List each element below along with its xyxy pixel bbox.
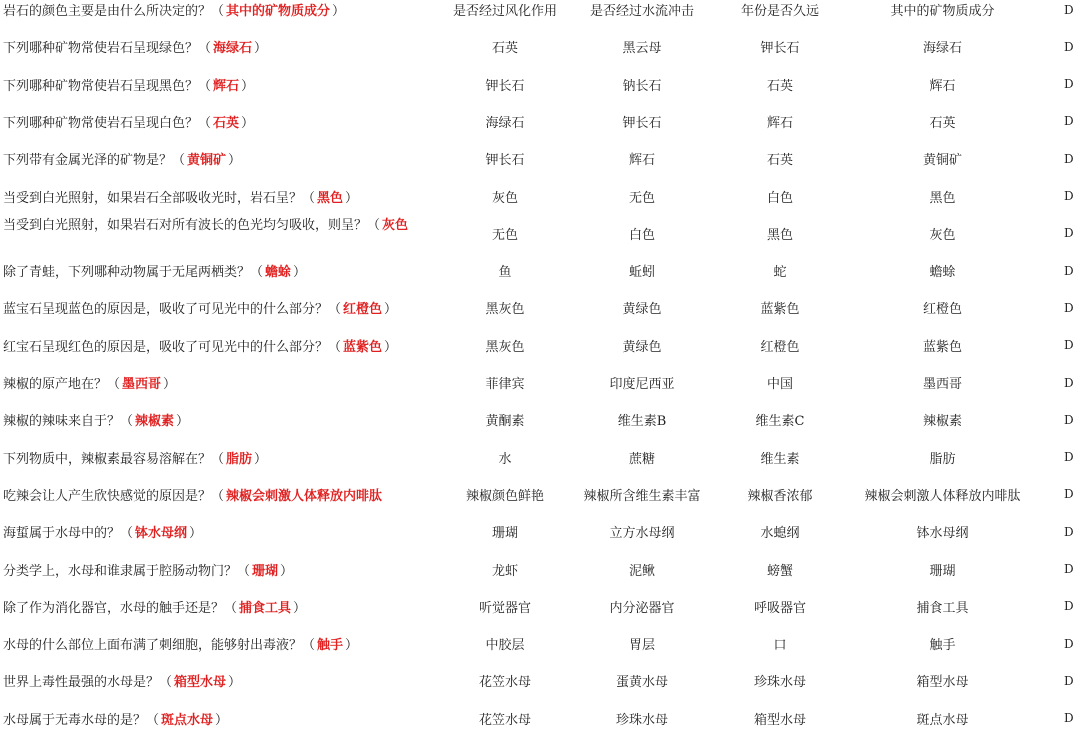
answer-key-cell: D [1064, 375, 1074, 390]
question-text: 当受到白光照射，如果岩石对所有波长的色光均匀吸收，则呈？（ [3, 217, 381, 233]
question-close: ） [345, 190, 359, 206]
option-a-cell: 灰色 [491, 190, 518, 206]
answer-key-cell: D [1064, 39, 1074, 54]
question-text: 下列带有金属光泽的矿物是？（ [3, 153, 186, 169]
option-a-cell: 石英 [491, 41, 518, 57]
option-d-cell: 黑色 [929, 190, 956, 206]
question-text: 辣椒的辣味来自于？（ [3, 414, 134, 430]
answer-key-cell: D [1064, 114, 1074, 129]
answer-highlight: 捕食工具 [239, 600, 292, 616]
question-text: 红宝石呈现红色的原因是，吸收了可见光中的什么部分？（ [3, 339, 342, 355]
option-d-cell: 箱型水母 [916, 675, 969, 691]
option-a-cell: 是否经过风化作用 [452, 4, 557, 19]
table-row [0, 327, 1080, 364]
question-text: 当受到白光照射，如果岩石全部吸收光时，岩石呈？（ [3, 190, 316, 206]
option-a-cell: 听觉器官 [478, 600, 531, 616]
option-c-cell: 口 [773, 638, 787, 654]
option-a-cell: 花笠水母 [478, 675, 531, 691]
table-row [0, 289, 1080, 326]
question-text: 分类学上，水母和谁隶属于腔肠动物门？（ [3, 563, 251, 579]
question-close: ） [241, 115, 255, 131]
answer-key-cell: D [1064, 524, 1074, 539]
question-close: ） [228, 675, 242, 691]
answer-key-cell: D [1064, 226, 1074, 241]
table-row [0, 103, 1080, 140]
answer-highlight: 红橙色 [343, 302, 383, 318]
option-a-cell: 花笠水母 [478, 712, 531, 728]
answer-key-cell: D [1064, 487, 1074, 502]
option-b-cell: 白色 [628, 227, 655, 243]
question-close: ） [293, 600, 307, 616]
question-cell [3, 401, 443, 438]
table-row [0, 140, 1080, 177]
option-b-cell: 印度尼西亚 [609, 377, 675, 392]
question-text: 水母的什么部位上面布满了刺细胞，能够射出毒液？（ [3, 638, 316, 654]
option-c-cell: 辉石 [766, 115, 793, 131]
answer-key-cell: D [1064, 77, 1074, 92]
option-d-cell: 黄铜矿 [922, 153, 962, 169]
question-cell [3, 252, 443, 289]
question-text: 下列哪种矿物常使岩石呈现白色？（ [3, 115, 212, 131]
option-c-cell: 珍珠水母 [753, 675, 806, 691]
answer-key-cell: D [1064, 338, 1074, 353]
option-c-cell: 螃蟹 [766, 563, 793, 579]
answer-highlight: 辣椒会刺激人体释放内啡肽 [226, 488, 383, 504]
question-text: 下列哪种矿物常使岩石呈现绿色？（ [3, 41, 212, 57]
table-row [0, 662, 1080, 699]
table-row [0, 551, 1080, 588]
question-text: 蓝宝石呈现蓝色的原因是，吸收了可见光中的什么部分？（ [3, 302, 342, 318]
table-row [0, 513, 1080, 550]
question-close: ） [332, 4, 346, 19]
answer-highlight: 蟾蜍 [265, 265, 292, 281]
option-a-cell: 黑灰色 [485, 302, 525, 318]
option-b-cell: 黑云母 [622, 41, 662, 57]
answer-key-cell: D [1064, 562, 1074, 576]
table-row [0, 588, 1080, 625]
table-row [0, 178, 1080, 215]
option-a-cell: 水 [498, 451, 512, 467]
question-cell [3, 140, 443, 177]
answer-highlight: 辣椒素 [135, 414, 175, 430]
answer-key-cell: D [1064, 450, 1074, 465]
question-cell [3, 215, 443, 255]
answer-highlight: 脂肪 [226, 451, 253, 467]
option-c-cell: 黑色 [766, 227, 793, 243]
option-a-cell: 钾长石 [485, 153, 525, 169]
option-b-cell: 立方水母纲 [609, 526, 675, 542]
option-b-cell: 泥鳅 [628, 563, 655, 579]
option-c-cell: 钾长石 [760, 41, 800, 57]
question-cell [3, 588, 443, 625]
answer-highlight: 其中的矿物质成分 [226, 4, 331, 19]
answer-highlight: 石英 [213, 115, 240, 131]
question-text: 除了青蛙，下列哪种动物属于无尾两栖类？（ [3, 265, 264, 281]
answer-key-cell: D [1064, 636, 1074, 651]
answer-key-cell: D [1064, 673, 1074, 688]
option-a-cell: 珊瑚 [491, 526, 518, 542]
option-c-cell: 年份是否久远 [740, 4, 819, 19]
answer-highlight: 黄铜矿 [187, 153, 227, 169]
option-d-cell: 石英 [929, 115, 956, 131]
question-text: 世界上毒性最强的水母是？（ [3, 675, 173, 691]
table-row [0, 439, 1080, 476]
question-cell [3, 513, 443, 550]
option-b-cell: 珍珠水母 [615, 712, 668, 728]
answer-highlight: 箱型水母 [174, 675, 227, 691]
question-cell [3, 28, 443, 65]
question-close: ） [254, 451, 268, 467]
answer-highlight: 珊瑚 [252, 563, 279, 579]
question-cell [3, 700, 443, 737]
option-a-cell: 海绿石 [485, 115, 525, 131]
question-close: ） [228, 153, 242, 169]
question-close: ） [176, 414, 190, 430]
question-cell [3, 0, 443, 28]
option-c-cell: 蛇 [773, 265, 787, 281]
option-b-cell: 钠长石 [622, 78, 662, 94]
table-row [0, 364, 1080, 401]
answer-key-cell: D [1064, 263, 1074, 278]
option-b-cell: 钾长石 [622, 115, 662, 131]
option-d-cell: 钵水母纲 [916, 526, 969, 542]
table-row [0, 28, 1080, 65]
answer-highlight: 黑色 [317, 190, 344, 206]
question-close: ） [384, 302, 398, 318]
option-c-cell: 蓝紫色 [760, 302, 800, 318]
option-d-cell: 辣椒会刺激人体释放内啡肽 [864, 488, 1021, 504]
option-c-cell: 呼吸器官 [753, 600, 806, 616]
answer-highlight: 墨西哥 [122, 377, 162, 392]
option-d-cell: 蟾蜍 [929, 265, 956, 281]
option-d-cell: 触手 [929, 638, 956, 654]
answer-key-cell: D [1064, 711, 1074, 726]
answer-highlight: 辉石 [213, 78, 240, 94]
option-b-cell: 辉石 [628, 153, 655, 169]
question-close: ） [241, 78, 255, 94]
option-a-cell: 辣椒颜色鲜艳 [465, 488, 544, 504]
table-row [0, 401, 1080, 438]
option-c-cell: 维生素 [760, 451, 800, 467]
question-cell [3, 364, 443, 401]
option-d-cell: 珊瑚 [929, 563, 956, 579]
option-b-cell: 蛋黄水母 [615, 675, 668, 691]
question-cell [3, 625, 443, 662]
question-cell [3, 551, 443, 588]
answer-highlight: 海绿石 [213, 41, 253, 57]
option-a-cell: 菲律宾 [485, 377, 525, 392]
question-text: 吃辣会让人产生欣快感觉的原因是？（ [3, 488, 225, 504]
question-cell [3, 476, 443, 513]
table-row [0, 215, 1080, 252]
option-b-cell: 黄绿色 [622, 339, 662, 355]
question-cell [3, 178, 443, 215]
question-cell [3, 103, 443, 140]
option-c-cell: 红橙色 [760, 339, 800, 355]
option-c-cell: 辣椒香浓郁 [747, 488, 813, 504]
answer-highlight: 触手 [317, 638, 344, 654]
option-c-cell: 水螅纲 [760, 526, 800, 542]
option-d-cell: 灰色 [929, 227, 956, 243]
table-row [0, 66, 1080, 103]
answer-key-cell: D [1064, 599, 1074, 614]
option-c-cell: 箱型水母 [753, 712, 806, 728]
question-cell [3, 289, 443, 326]
option-c-cell: 石英 [766, 153, 793, 169]
answer-key-cell: D [1064, 300, 1074, 315]
answer-key-cell: D [1064, 412, 1074, 427]
option-b-cell: 辣椒所含维生素丰富 [583, 488, 701, 504]
table-row [0, 476, 1080, 513]
question-text: 除了作为消化器官，水母的触手还是？（ [3, 600, 238, 616]
option-b-cell: 内分泌器官 [609, 600, 675, 616]
answer-key-cell: D [1064, 189, 1074, 203]
question-cell [3, 662, 443, 699]
question-text: 下列物质中，辣椒素最容易溶解在？（ [3, 451, 225, 467]
answer-highlight: 斑点水母 [161, 712, 214, 728]
option-d-cell: 海绿石 [922, 41, 962, 57]
answer-key-cell: D [1064, 151, 1074, 166]
option-b-cell: 蔗糖 [628, 451, 655, 467]
option-d-cell: 脂肪 [929, 451, 956, 467]
option-d-cell: 蓝紫色 [922, 339, 962, 355]
question-text: 辣椒的原产地在？（ [3, 377, 121, 392]
table-row [0, 700, 1080, 737]
option-c-cell: 石英 [766, 78, 793, 94]
question-close: ） [345, 638, 359, 654]
question-text: 岩石的颜色主要是由什么所决定的？（ [3, 4, 225, 19]
option-a-cell: 钾长石 [485, 78, 525, 94]
option-d-cell: 辉石 [929, 78, 956, 94]
option-c-cell: 白色 [766, 190, 793, 206]
option-a-cell: 黄酮素 [485, 414, 525, 430]
option-b-cell: 维生素B [617, 414, 667, 430]
option-d-cell: 捕食工具 [916, 600, 969, 616]
option-b-cell: 胃层 [628, 638, 655, 654]
question-cell [3, 327, 443, 364]
answer-highlight: 蓝紫色 [343, 339, 383, 355]
option-a-cell: 中胶层 [485, 638, 525, 654]
option-b-cell: 无色 [628, 190, 655, 206]
question-text: 水母属于无毒水母的是？（ [3, 712, 160, 728]
option-b-cell: 是否经过水流冲击 [589, 4, 694, 19]
question-close: ） [293, 265, 307, 281]
question-text: 海蜇属于水母中的？（ [3, 526, 134, 542]
answer-highlight: 钵水母纲 [135, 526, 188, 542]
question-cell [3, 66, 443, 103]
option-d-cell: 墨西哥 [922, 377, 962, 392]
answer-key-cell: D [1064, 2, 1074, 17]
option-a-cell: 黑灰色 [485, 339, 525, 355]
option-b-cell: 黄绿色 [622, 302, 662, 318]
question-close: ） [254, 41, 268, 57]
table-row [0, 252, 1080, 289]
table-row [0, 625, 1080, 662]
table-row [0, 0, 1080, 28]
question-close: ） [215, 712, 229, 728]
option-b-cell: 蚯蚓 [628, 265, 655, 281]
answer-highlight: 灰色 [382, 217, 409, 233]
question-close: ） [163, 377, 177, 392]
question-close: ） [384, 339, 398, 355]
option-d-cell: 斑点水母 [916, 712, 969, 728]
question-text: 下列哪种矿物常使岩石呈现黑色？（ [3, 78, 212, 94]
question-close: ） [280, 563, 294, 579]
option-a-cell: 鱼 [498, 265, 512, 281]
option-d-cell: 红橙色 [922, 302, 962, 318]
option-d-cell: 其中的矿物质成分 [890, 4, 995, 19]
option-c-cell: 中国 [766, 377, 793, 392]
option-d-cell: 辣椒素 [922, 414, 962, 430]
question-close: ） [189, 526, 203, 542]
option-a-cell: 龙虾 [491, 563, 518, 579]
question-cell [3, 439, 443, 476]
option-a-cell: 无色 [491, 227, 518, 243]
option-c-cell: 维生素C [755, 414, 805, 430]
